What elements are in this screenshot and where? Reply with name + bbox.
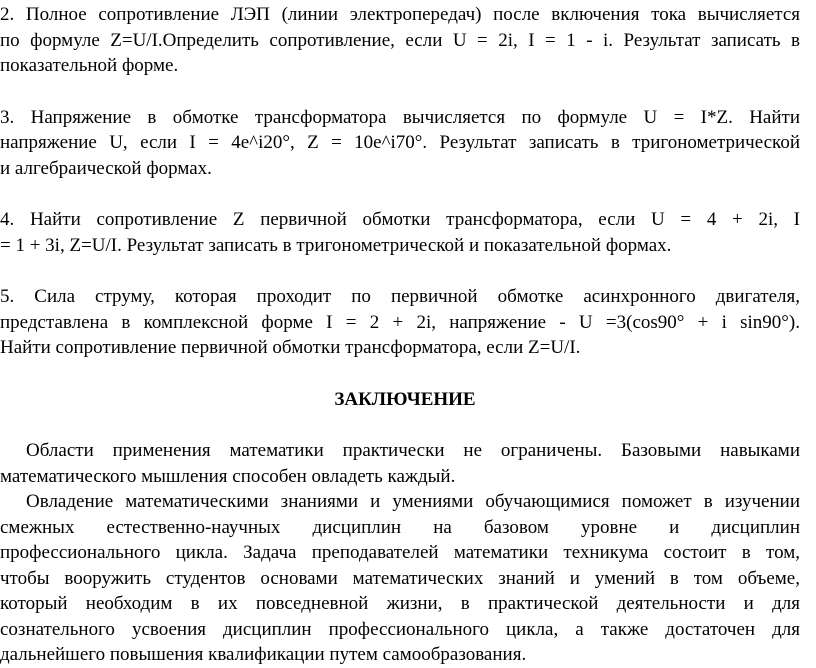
paragraph-line: математического мышления способен овладеть каждый. <box>0 465 456 487</box>
paragraph-line: Области применения математики практически не ограничены. Базовыми навыками <box>26 440 800 461</box>
problem-2 <box>0 2 800 79</box>
paragraph-line: чтобы вооружить студентов основами математических знаний и умений в том объеме, <box>0 567 800 589</box>
problem-line: 2. Полное сопротивление ЛЭП (линии электропередач) после включения тока вычисляется <box>0 4 800 25</box>
conclusion-heading: ЗАКЛЮЧЕНИЕ <box>334 388 476 410</box>
paragraph-line: смежных естественно-научных дисциплин на базовом уровне и дисциплин <box>0 516 800 538</box>
problem-line: напряжение U, если I = 4e^i20°, Z = 10e^i70°. Результат записать в тригонометрической <box>0 132 800 153</box>
conclusion-paragraph-1 <box>0 438 800 489</box>
conclusion-paragraph-2 <box>0 489 800 668</box>
spacer <box>0 361 800 387</box>
spacer <box>0 258 800 284</box>
spacer <box>0 181 800 207</box>
problem-line: 3. Напряжение в обмотке трансформатора вычисляется по формуле U = I*Z. Найти <box>0 106 800 128</box>
problem-line: по формуле Z=U/I.Определить сопротивление, если U = 2i, I = 1 - i. Результат записать в <box>0 29 800 51</box>
problem-line: 5. Сила струму, которая проходит по первичной обмотке асинхронного двигателя, <box>0 286 800 307</box>
problem-line: показательной форме. <box>0 55 179 76</box>
problem-line: = 1 + 3i, Z=U/I. Результат записать в тригонометрической и показательной формах. <box>0 234 672 256</box>
problem-line: и алгебраической формах. <box>0 157 212 179</box>
paragraph-line: сознательного усвоения дисциплин профессионального цикла, а также достаточен для <box>0 618 800 640</box>
problem-line: 4. Найти сопротивление Z первичной обмотки трансформатора, если U = 4 + 2i, I <box>0 209 800 230</box>
problem-line: представлена в комплексной форме I = 2 + 2i, напряжение - U =3(cos90° + i sin90°). <box>0 311 800 333</box>
paragraph-line: дальнейшего повышения квалификации путем самообразования. <box>0 644 527 665</box>
problem-5 <box>0 284 800 361</box>
spacer <box>0 79 800 105</box>
problem-3 <box>0 105 800 182</box>
problem-4 <box>0 207 800 258</box>
spacer <box>0 412 800 438</box>
paragraph-line: который необходим в их повседневной жизни, в практической деятельности и для <box>0 593 800 614</box>
paragraph-line: профессионального цикла. Задача преподавателей математики техникума состоит в том, <box>0 542 800 563</box>
problem-line: Найти сопротивление первичной обмотки трансформатора, если Z=U/I. <box>0 337 581 358</box>
paragraph-line: Овладение математическими знаниями и умениями обучающимися поможет в изучении <box>26 491 800 512</box>
